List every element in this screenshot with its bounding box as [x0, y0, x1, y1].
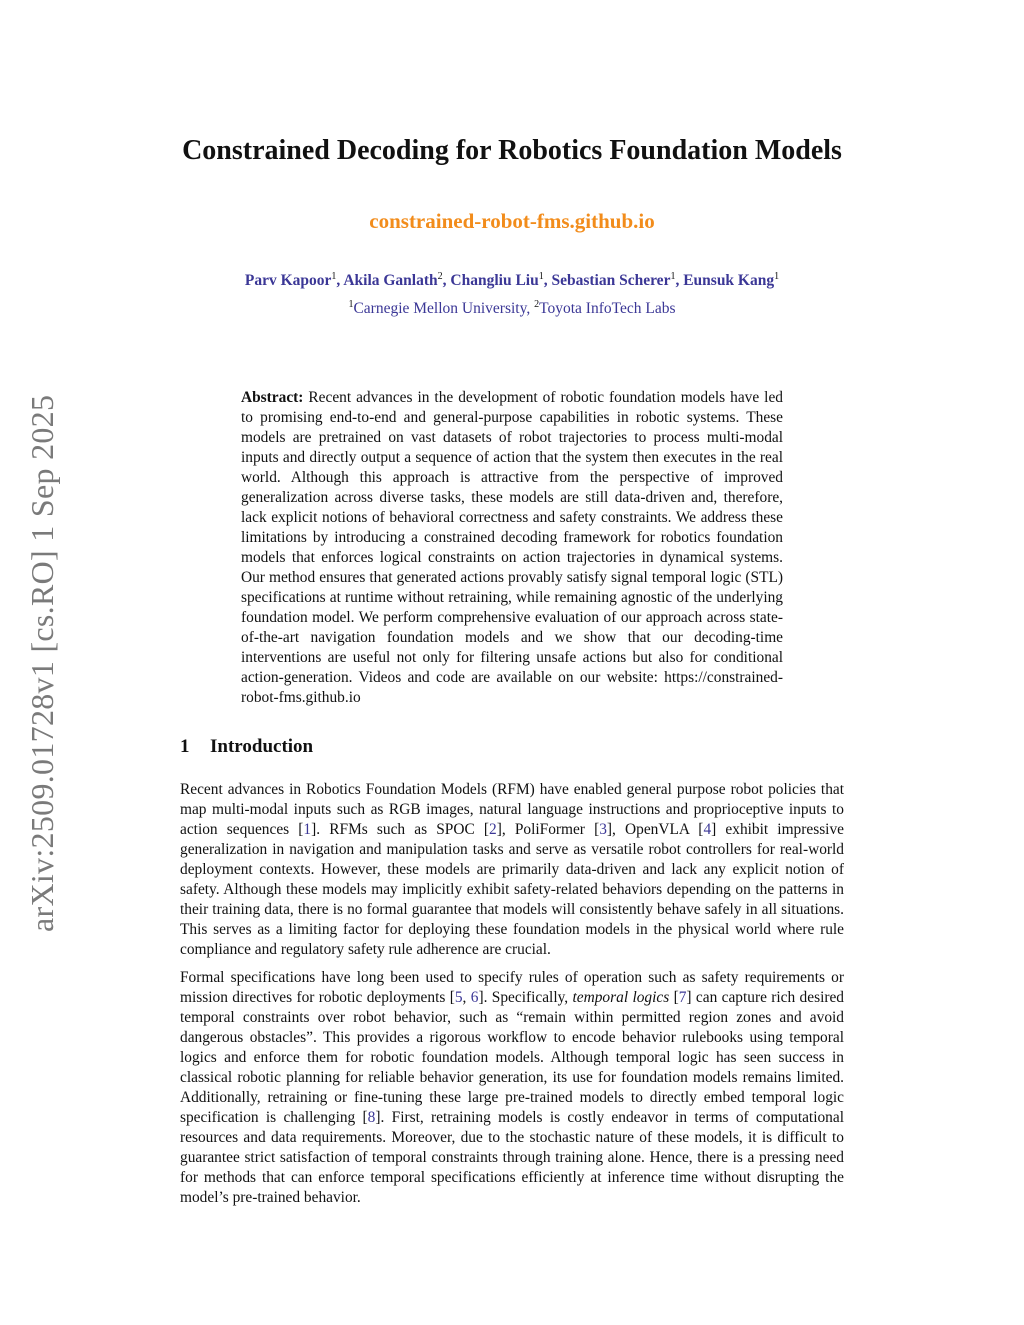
section-number: 1	[180, 736, 190, 757]
citation-link[interactable]: 2	[489, 821, 497, 838]
abstract-label: Abstract:	[241, 389, 304, 406]
citation-link[interactable]: 4	[703, 821, 712, 838]
citation-link[interactable]: 5	[454, 989, 463, 1006]
section-title: Introduction	[210, 736, 314, 757]
paper-title: Constrained Decoding for Robotics Foundation Models	[182, 135, 842, 166]
introduction-body	[180, 780, 844, 1216]
author-list: Parv Kapoor$^1$, Akila Ganlath$^2$, Changliu Liu$^1$, Sebastian Scherer$^1$, Eunsuk Kang$^1$	[244, 271, 780, 290]
emphasized-term: temporal logics	[572, 989, 670, 1006]
citation-link[interactable]: 1	[303, 821, 312, 838]
affiliation-mark: 2	[534, 299, 540, 310]
author-affiliation-mark: 1	[331, 271, 337, 282]
abstract	[241, 388, 783, 708]
affiliation-name: Toyota InfoTech Labs	[539, 300, 676, 318]
author-name[interactable]: Parv Kapoor	[244, 272, 332, 290]
author-affiliation-mark: 2	[437, 271, 443, 282]
paragraph-text: ]. RFMs such as SPOC [	[311, 821, 489, 838]
author-name[interactable]: Sebastian Scherer	[551, 272, 671, 290]
paragraph-text: Formal specifications have long been used to specify rules of operation such as safety requirements or mission directives for robotic deployments [	[180, 969, 844, 1006]
paragraph-text: ,	[462, 989, 471, 1006]
citation-link[interactable]: 6	[470, 989, 479, 1006]
citation-link[interactable]: 7	[678, 989, 687, 1006]
affiliation-mark: 1	[348, 299, 354, 310]
paragraph-text: ]. Specifically,	[478, 989, 573, 1006]
author-affiliation-mark: 1	[774, 271, 780, 282]
section-heading-introduction	[180, 736, 313, 758]
author-affiliation-mark: 1	[538, 271, 544, 282]
paragraph-text: ], PoliFormer [	[496, 821, 600, 838]
author-name[interactable]: Changliu Liu	[450, 272, 539, 290]
affiliation-list: $^1$Carnegie Mellon University, $^2$Toyota InfoTech Labs	[348, 299, 676, 318]
abstract-text: Recent advances in the development of robotic foundation models have led to promising end-to-end and general-purpose capabilities in robotic systems. These models are pretrained on vast datasets of robot trajectories to process multi-modal inputs and directly output a sequence of action that the system then executes in the real world. Although this approach is attractive from the perspective of improved generalization across diverse tasks, these models are still data-driven and, therefore, lack explicit notions of behavioral correctness and safety constraints. We address these limitations by introducing a constrained decoding framework for robotics foundation models that enforces logical constraints on action trajectories in dynamical systems. Our method ensures that generated actions provably satisfy signal temporal logic (STL) specifications at runtime without retraining, while remaining agnostic of the underlying foundation model. We perform comprehensive evaluation of our approach across state-of-the-art navigation foundation models and we show that our decoding-time interventions are useful not only for filtering unsafe actions but also for conditional action-generation. Videos and code are available on our website: https://constrained-robot-fms.github.io	[241, 389, 783, 706]
author-name[interactable]: Akila Ganlath	[343, 272, 438, 290]
paragraph-text: ]. First, retraining models is costly endeavor in terms of computational resources and data requirements. Moreover, due to the stochastic nature of these models, it is difficult to guarantee strict satisfaction of temporal constraints through training alone. Hence, there is a pressing need for methods that can enforce temporal specifications efficiently at inference time without disrupting the model’s pre-trained behavior.	[180, 1109, 844, 1206]
intro-paragraph-1	[180, 780, 844, 960]
citation-link[interactable]: 8	[367, 1109, 376, 1126]
affiliation-name: Carnegie Mellon University	[353, 300, 527, 318]
author-affiliation-mark: 1	[670, 271, 676, 282]
arxiv-identifier: arXiv:2509.01728v1 [cs.RO] 1 Sep 2025	[24, 394, 60, 932]
paragraph-text: ] can capture rich desired temporal constraints over robot behavior, such as “remain within permitted region zones and avoid dangerous obstacles”. This provides a rigorous workflow to encode behavior rulebooks using temporal logics and enforce them for robotic foundation models. Although temporal logic has seen success in classical robotic planning for reliable behavior generation, its use for foundation models remains limited. Additionally, retraining or fine-tuning these large pre-trained models to directly embed temporal logic specification is challenging [	[180, 989, 845, 1126]
author-name[interactable]: Eunsuk Kang	[683, 272, 775, 290]
paragraph-text: Recent advances in Robotics Foundation Models (RFM) have enabled general purpose robot policies that map multi-modal inputs such as RGB images, natural language instructions and proprioceptive inputs to action sequences [	[180, 781, 844, 838]
project-url-link[interactable]: constrained-robot-fms.github.io	[369, 209, 655, 233]
paragraph-text: ], OpenVLA [	[606, 821, 704, 838]
intro-paragraph-2	[180, 968, 844, 1208]
paragraph-text: ] exhibit impressive generalization in navigation and manipulation tasks and serve as versatile robot controllers for real-world deployment contexts. However, these models are primarily data-driven and lack any explicit notion of safety. Although these models may implicitly exhibit safety-related behaviors depending on the patterns in their training data, there is no formal guarantee that models will consistently behave safely in all situations. This serves as a limiting factor for deploying these foundation models in the physical world where rule compliance and regulatory safety rule adherence are crucial.	[180, 821, 844, 958]
paragraph-text: [	[669, 989, 679, 1006]
citation-link[interactable]: 3	[599, 821, 607, 838]
